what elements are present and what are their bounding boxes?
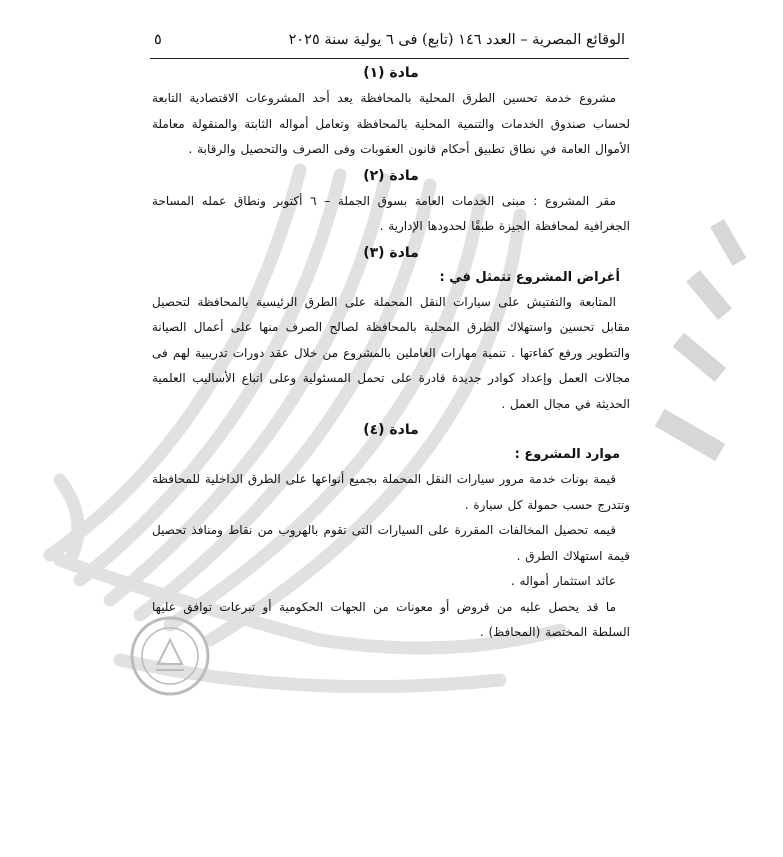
article-4-paragraph-4: ما قد يحصل عليه من قروض أو معونات من الجهات الحكومية أو تبرعات توافق عليها السلطة المختصة (المحافظ) . bbox=[152, 599, 630, 639]
article-2-paragraph: مقر المشروع : مبنى الخدمات العامة بسوق الجملة – ٦ أكتوبر ونطاق عمله المساحة الجغرافية لمحافظة الجيزة طبقًا لحدودها الإدارية . bbox=[152, 193, 630, 233]
article-4-paragraph-1: قيمة بونات خدمة مرور سيارات النقل المحملة بجميع أنواعها على الطرق الداخلية للمحافظة وتتدرج حسب حمولة كل سيارة . bbox=[152, 472, 630, 512]
article-1-heading: مادة (١) bbox=[363, 65, 419, 81]
article-4-heading: مادة (٤) bbox=[363, 422, 419, 438]
article-3-subheading: أغراض المشروع تتمثل في : bbox=[439, 269, 620, 285]
document-body bbox=[152, 60, 630, 646]
article-3-heading: مادة (٣) bbox=[363, 244, 419, 261]
article-4-paragraph-3: عائد استثمار أمواله . bbox=[510, 574, 616, 588]
article-4-subheading: موارد المشروع : bbox=[514, 447, 620, 462]
page-header bbox=[150, 30, 629, 59]
page-number: ٥ bbox=[154, 32, 162, 48]
article-1-paragraph: مشروع خدمة تحسين الطرق المحلية بالمحافظة يعد أحد المشروعات الاقتصادية التابعة لحساب صندوق الخدمات والتنمية المحلية بالمحافظة وتعامل أمواله الثابتة والمنقولة معاملة الأموال العامة في نطاق تطبيق أحكام قانون العقوبات وفى الصرف والتحصيل والرقابة . bbox=[152, 91, 630, 156]
article-4-paragraph-2: قيمه تحصيل المخالفات المقررة على السيارات التى تقوم بالهروب من نقاط ومنافذ تحصيل قيمة استهلاك الطرق . bbox=[152, 523, 630, 563]
gazette-title: الوقائع المصرية – العدد ١٤٦ (تابع) فى ٦ يولية سنة ٢٠٢٥ bbox=[288, 32, 625, 48]
article-3-paragraph: المتابعة والتفتيش على سيارات النقل المحملة على الطرق الرئيسية بالمحافظة لتحصيل مقابل تحسين واستهلاك الطرق المحلية بالمحافظة لصالح الصرف منها على أعمال الصيانة والتطوير ورفع كفاءتها . تنمية مهارات العاملين بالمشروع من خلال عقد دورات تدريبية لهم فى مجالات العمل وإعداد كوادر جديدة قادرة على تحمل المسئولية وعلى اتباع الأساليب العلمية الحديثة في مجال العمل . bbox=[152, 294, 630, 411]
article-2-heading: مادة (٢) bbox=[363, 167, 419, 184]
